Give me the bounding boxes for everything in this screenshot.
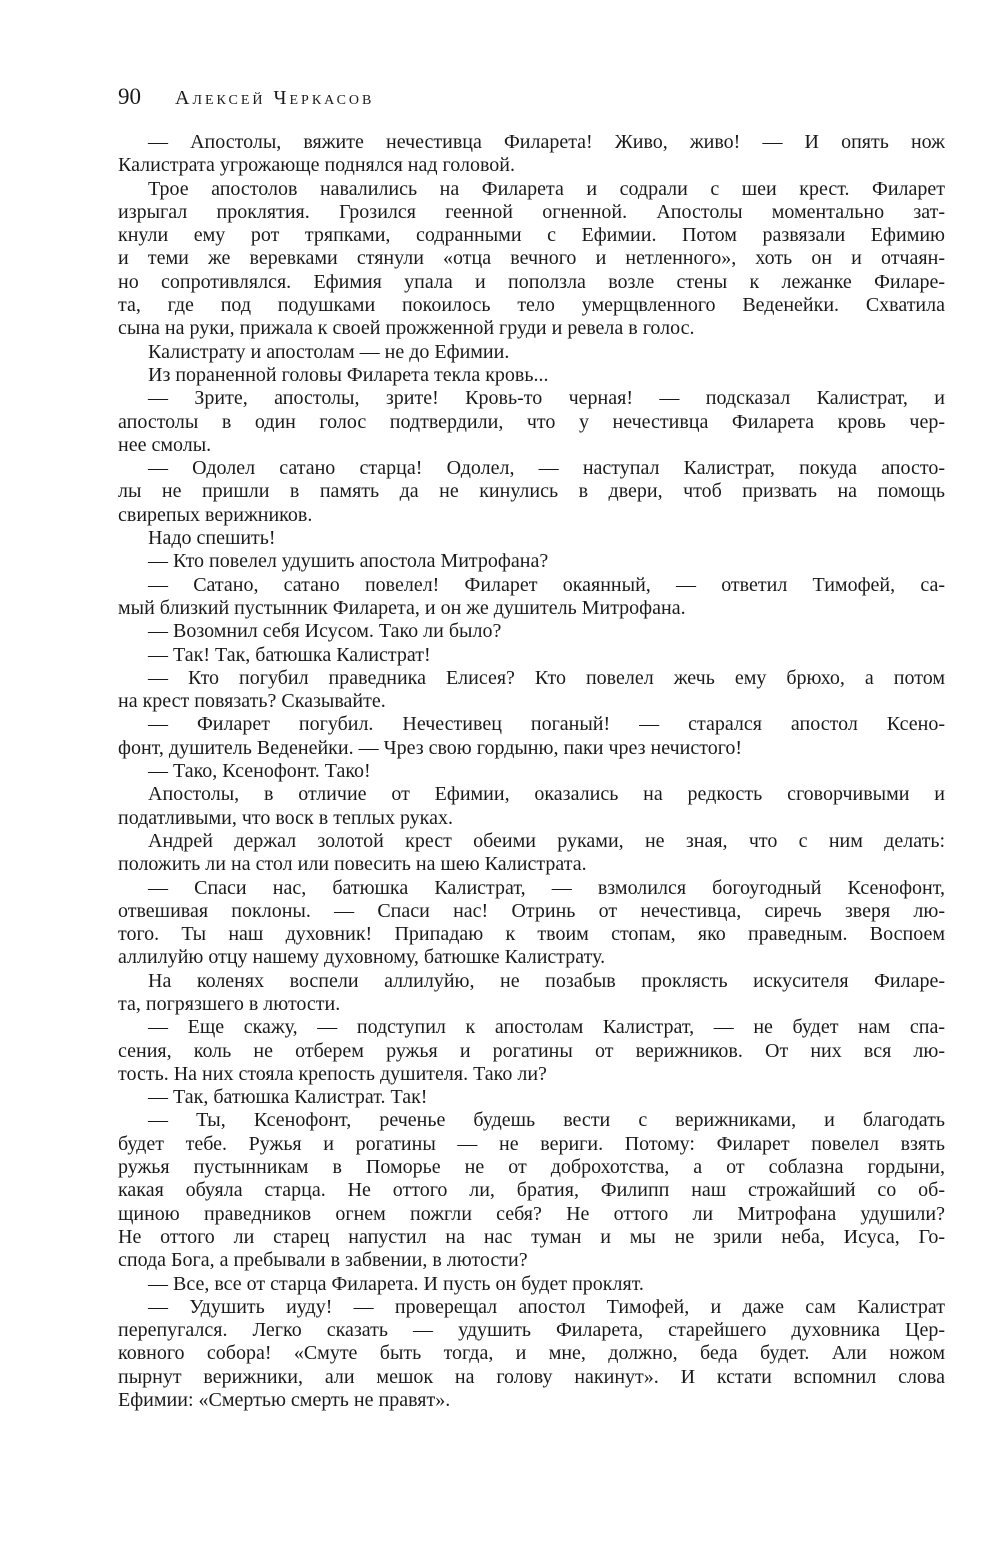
paragraph [118, 760, 945, 783]
text-line: — Все, все от старца Филарета. И пусть он будет проклят. [148, 1272, 644, 1295]
text-line: — Удушить иуду! — проверещал апостол Тимофей, и даже сам Калистрат [148, 1295, 945, 1318]
text-line: и теми же веревками стянули «отца вечного и нетленного», хоть он и отчаян- [118, 247, 945, 270]
text-line: мый близкий пустынник Филарета, и он же душитель Митрофана. [118, 596, 686, 619]
text-line: тость. На них стояла крепость душителя. Тако ли? [118, 1062, 547, 1085]
text-line: Надо спешить! [148, 527, 276, 550]
text-line: изрыгал проклятия. Грозился геенной огненной. Апостолы моментально зат- [118, 200, 945, 223]
text-line: отвешивая поклоны. — Спаси нас! Отринь от нечестивца, сиречь зверя лю- [118, 899, 945, 922]
paragraph [118, 877, 945, 970]
paragraph [118, 620, 945, 643]
paragraph [118, 644, 945, 667]
text-line: сына на руки, прижала к своей прожженной груди и ревела в голос. [118, 317, 695, 340]
paragraph [118, 830, 945, 877]
text-line: — Сатано, сатано повелел! Филарет окаянный, — ответил Тимофей, са- [148, 573, 945, 596]
paragraph [118, 364, 945, 387]
paragraph [118, 1086, 945, 1109]
text-line: того. Ты наш духовник! Припадаю к твоим стопам, яко праведным. Воспоем [118, 923, 945, 946]
text-line: фонт, душитель Веденейки. — Чрез свою гордыню, паки чрез нечистого! [118, 736, 743, 759]
text-line: — Возомнил себя Исусом. Тако ли было? [148, 620, 502, 643]
paragraph [118, 457, 945, 527]
paragraph [118, 970, 945, 1017]
text-line: — Зрите, апостолы, зрите! Кровь-то черная! — подсказал Калистрат, и [148, 387, 945, 410]
text-line: Апостолы, в отличие от Ефимии, оказались на редкость сговорчивыми и [148, 783, 945, 806]
text-line: Ефимии: «Смертью смерть не правят». [118, 1389, 451, 1412]
running-header [118, 84, 374, 110]
page-number: 90 [118, 84, 141, 109]
text-line: Калистрата угрожающе поднялся над головой. [118, 154, 515, 177]
paragraph [118, 574, 945, 621]
text-line: податливыми, что воск в теплых руках. [118, 806, 453, 829]
paragraph [118, 131, 945, 178]
text-line: перепугался. Легко сказать — удушить Филарета, старейшего духовника Цер- [118, 1319, 945, 1342]
text-line: Не оттого ли старец напустил на нас туман и мы не зрили неба, Исуса, Го- [118, 1225, 945, 1248]
paragraph [118, 178, 945, 341]
paragraph [118, 783, 945, 830]
paragraph [118, 341, 945, 364]
paragraph [118, 713, 945, 760]
paragraph [118, 387, 945, 457]
text-line: но сопротивлялся. Ефимия упала и поползла возле стены к лежанке Филаре- [118, 270, 945, 293]
text-line: — Кто повелел удушить апостола Митрофана? [148, 550, 549, 573]
text-line: — Кто погубил праведника Елисея? Кто повелел жечь ему брюхо, а потом [148, 666, 945, 689]
text-line: свирепых верижников. [118, 503, 313, 526]
text-line: сения, коль не отберем ружья и рогатины от верижников. От них вся лю- [118, 1039, 945, 1062]
text-line: положить ли на стол или повесить на шею Калистрата. [118, 853, 587, 876]
text-line: — Так, батюшка Калистрат. Так! [148, 1086, 428, 1109]
text-line: Калистрату и апостолам — не до Ефимии. [148, 340, 510, 363]
text-line: та, погрязшего в лютости. [118, 992, 341, 1015]
text-line: лы не пришли в память да не кинулись в двери, чтоб призвать на помощь [118, 480, 945, 503]
paragraph [118, 1016, 945, 1086]
text-line: нее смолы. [118, 433, 212, 456]
text-line: — Одолел сатано старца! Одолел, — наступал Калистрат, покуда апосто- [148, 457, 945, 480]
paragraph [118, 550, 945, 573]
text-line: — Еще скажу, — подступил к апостолам Калистрат, — не будет нам спа- [148, 1016, 945, 1039]
text-line: Андрей держал золотой крест обеими руками, не зная, что с ним делать: [148, 829, 945, 852]
text-line: будет тебе. Ружья и рогатины — не вериги. Потому: Филарет повелел взять [118, 1132, 945, 1155]
text-line: — Ты, Ксенофонт, реченье будешь вести с верижниками, и благодать [148, 1109, 945, 1132]
text-line: апостолы в один голос подтвердили, что у нечестивца Филарета кровь чер- [118, 410, 945, 433]
text-line: — Так! Так, батюшка Калистрат! [148, 643, 431, 666]
running-head-author: Алексей Черкасов [175, 87, 375, 109]
text-line: щиною праведников огнем пожгли себя? Не оттого ли Митрофана удушили? [118, 1202, 945, 1225]
text-line: ковного собора! «Смуте быть тогда, и мне, должно, беда будет. Али ножом [118, 1342, 945, 1365]
text-line: на крест повязать? Сказывайте. [118, 690, 386, 713]
text-line: аллилуйю отцу нашему духовному, батюшке Калистрату. [118, 946, 606, 969]
text-line: — Спаси нас, батюшка Калистрат, — взмолился богоугодный Ксенофонт, [148, 876, 945, 899]
text-line: та, где под подушками покоилось тело умерщвленного Веденейки. Схватила [118, 294, 945, 317]
text-line: спода Бога, а пребывали в забвении, в лютости? [118, 1249, 528, 1272]
text-line: Трое апостолов навалились на Филарета и содрали с шеи крест. Филарет [148, 177, 945, 200]
paragraph [118, 527, 945, 550]
paragraph [118, 667, 945, 714]
paragraph [118, 1273, 945, 1296]
paragraph [118, 1109, 945, 1272]
text-line: — Тако, Ксенофонт. Тако! [148, 760, 371, 783]
text-line: кнули ему рот тряпками, содранными с Ефимии. Потом развязали Ефимию [118, 224, 945, 247]
text-line: пырнут верижники, али мешок на голову накинут». И кстати вспомнил слова [118, 1365, 945, 1388]
text-line: Из пораненной головы Филарета текла кровь... [148, 363, 549, 386]
text-line: — Апостолы, вяжите нечестивца Филарета! Живо, живо! — И опять нож [148, 131, 945, 153]
text-line: На коленях воспели аллилуйю, не позабыв проклясть искусителя Филаре- [148, 969, 945, 992]
text-line: какая обуяла старца. Не оттого ли, братия, Филипп наш строжайший со об- [118, 1179, 945, 1202]
body-text [118, 131, 945, 1412]
text-line: — Филарет погубил. Нечестивец поганый! — старался апостол Ксено- [148, 713, 945, 736]
paragraph [118, 1296, 945, 1412]
text-line: ружья пустынникам в Поморье не от доброхотства, а от соблазна гордыни, [118, 1156, 945, 1179]
